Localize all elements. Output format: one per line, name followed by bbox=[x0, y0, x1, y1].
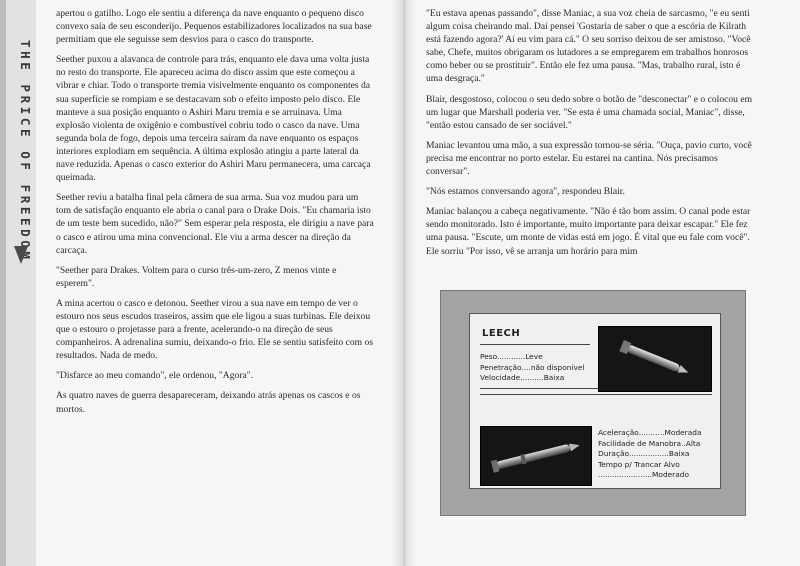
paragraph: "Eu estava apenas passando", disse Maniac, a sua voz cheia de sarcasmo, "e eu senti algum coisa cheirando mal. Daí pensei 'Gostaria de saber o que a escória de Kilrath está fazendo agora?' Aí eu vim para cá." O seu sorriso deixou de ser amistoso. "Você sabe, Chefe, muitos obrigaram os lutadores a se empregarem em trabalhos honrosos como beber ou se prostituir". Então ele fez uma pausa. "Mas, trabalho rural, isto é uma desgraça." bbox=[426, 8, 751, 85]
stat-row: Tempo p/ Trancar Alvo bbox=[598, 459, 680, 469]
paragraph: "Seether para Drakes. Voltem para o curso três-um-zero, Z menos vinte e esperem". bbox=[56, 264, 337, 289]
stat-row: .......................Moderado bbox=[598, 470, 689, 480]
paragraph: apertou o gatilho. Logo ele sentiu a diferença da nave enquanto o pequeno disco convexo saía de seu esconderijo. Pequenos estabilizadores localizados na sua base permitiam que ele seguisse sem desvios para o casco do transporte. bbox=[56, 8, 372, 46]
paragraph: Maniac levantou uma mão, a sua expressão tornou-se séria. "Ouça, pavio curto, você precisa me encontrar no porto estelar. Eu estarei na cantina. Nós precisamos conversar". bbox=[426, 139, 752, 178]
stat-row: Aceleração...........Moderada bbox=[598, 428, 702, 437]
stats-bottom bbox=[598, 428, 710, 481]
stat-row: Duração.................Baixa bbox=[598, 449, 690, 459]
divider bbox=[480, 394, 712, 395]
stat-row: Velocidade..........Baixa bbox=[480, 373, 565, 383]
paragraph: Seether puxou a alavanca de controle para trás, enquanto ele dava uma volta justa no resto do transporte. Ele apareceu acima do disco assim que este começou a vibrar e chiar. Todo o transporte tremia visivelmente enquanto os componentes da sua superfície se rompiam e se destacavam sob o efeito imposto pelo disco. Ele manteve a sua posição enquanto o Ashiri Maru tremia e se arruinava. Uma explosão violenta de oxigênio e combustível cobriu todo o casco da nave. Uma segunda bola de fogo, depois uma terceira saíram da nave enquanto os espaços interiores explodiam em sequência. A última explosão atingiu a parte lateral da nave reduzida. Apenas o casco exterior do Ashiri Maru permanecera, uma carcaça queimada. bbox=[56, 54, 371, 184]
paragraph: Maniac balançou a cabeça negativamente. "Não é tão bom assim. O canal pode estar sendo monitorado. Isto é importante, muito importante para deixar escapar." Ele fez uma pausa. "Escute, um monte de vidas está em jogo. É vital que eu fale com você". Ele sorriu "Por isso, vê se arranja um horário para mim bbox=[426, 206, 751, 257]
paragraph: "Nós estamos conversando agora", respondeu Blair. bbox=[426, 186, 625, 198]
missile-icon bbox=[481, 427, 591, 485]
missile-icon bbox=[599, 327, 711, 391]
stat-row: Facilidade de Manobra..Alta bbox=[598, 438, 701, 448]
divider bbox=[480, 344, 590, 345]
paragraph: A mina acertou o casco e detonou. Seether virou a sua nave em tempo de ver o estouro nos seus escudos traseiros, assim que ele ligou a suas turbinas. Ele deixou que o estouro o projetasse para a frente, acelerando-o na direção de seus companheiros. A adrenalina sumiu, deixando-o frio. Ele se sentiu satisfeito com os resultados. Nada de medo. bbox=[56, 297, 374, 362]
paragraph: "Disfarce ao meu comando", ele ordenou, "Agora". bbox=[56, 370, 254, 382]
paragraph: Seether reviu a batalha final pela câmera de sua arma. Sua voz mudou para um tom de satisfação enquanto ele abria o canal para o Drake Dois. "Eu chamaria isto de um teste bem sucedido, não?" Sem esperar pela resposta, ele dirigiu a nave para o casco e atirou uma mina convencional. Ele viu a arma descer na direção da carcaça. bbox=[56, 192, 374, 256]
weapon-name: LEECH bbox=[482, 328, 521, 339]
stats-top bbox=[480, 352, 592, 384]
stat-row: Penetração....não disponível bbox=[480, 362, 585, 372]
vertical-book-title: THE PRICE OF FREEDOM bbox=[18, 40, 33, 263]
right-page-text bbox=[426, 7, 754, 265]
paragraph: Blair, desgostoso, colocou o seu dedo sobre o botão de "desconectar" e o colocou em um lugar que Marshall poderia ver. "Se esta é uma chamada social, Maniac", disse, "então estou cansado de ser sociável." bbox=[426, 93, 753, 131]
book-gutter bbox=[392, 0, 416, 566]
weapon-figure bbox=[440, 290, 746, 516]
left-page-text bbox=[56, 7, 374, 423]
missile-screen-top bbox=[598, 326, 712, 392]
stat-row: Peso............Leve bbox=[480, 352, 543, 361]
missile-screen-bottom bbox=[480, 426, 592, 486]
weapon-stats-panel bbox=[469, 313, 721, 489]
paragraph: As quatro naves de guerra desapareceram, deixando atrás apenas os cascos e os mortos. bbox=[56, 390, 361, 415]
arrow-down-icon bbox=[14, 246, 28, 264]
